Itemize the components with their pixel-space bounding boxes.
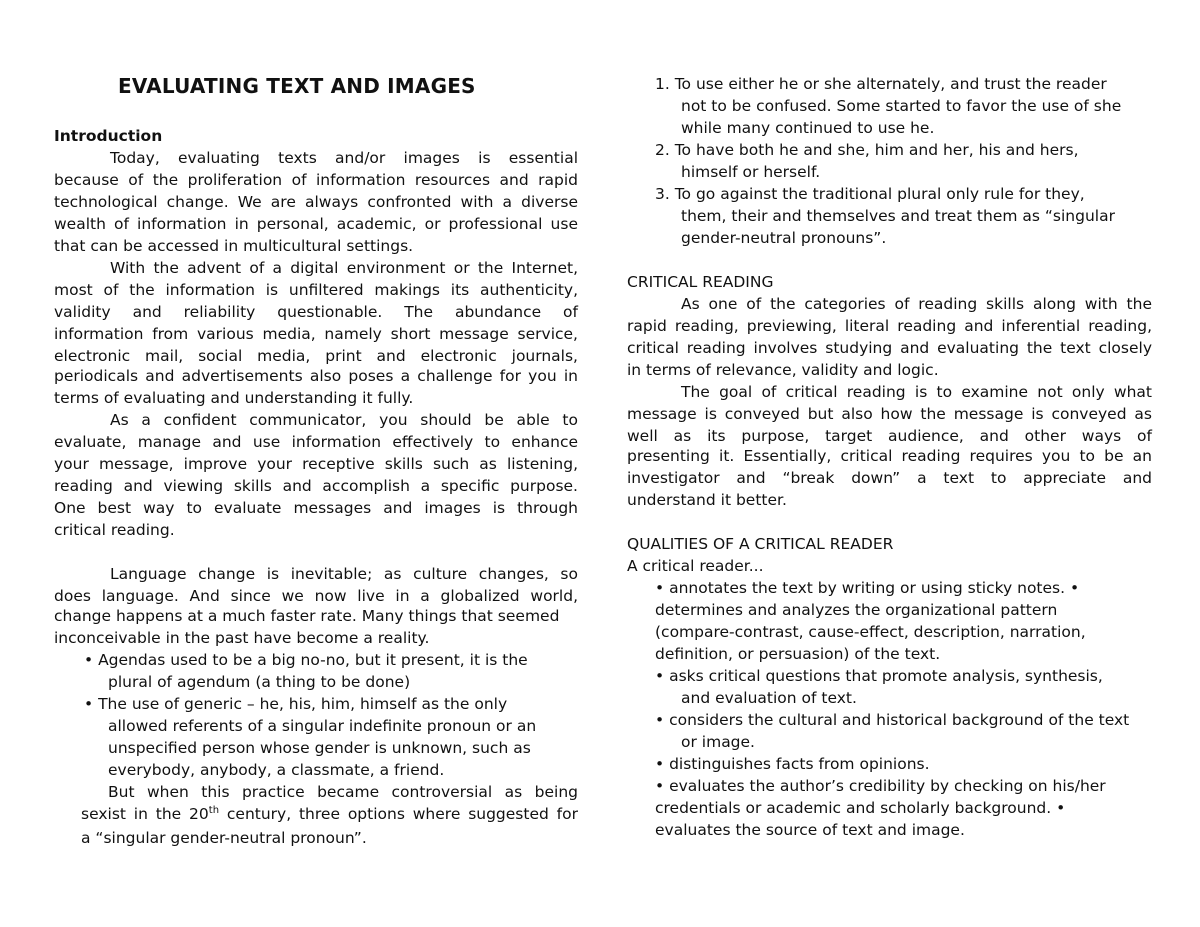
text-line: them, their and themselves and treat them as “singular <box>681 207 1115 225</box>
bullet-item: • Agendas used to be a big no-no, but it present, it is the <box>84 651 528 669</box>
text-line: evaluate, manage and use information effectively to enhance <box>54 433 578 451</box>
bullet-item: • evaluates the author’s credibility by checking on his/her <box>655 777 1106 795</box>
text-line: terms of evaluating and understanding it fully. <box>54 389 414 407</box>
numbered-item: 1. To use either he or she alternately, and trust the reader <box>655 75 1107 93</box>
bullet-item: • considers the cultural and historical background of the text <box>655 711 1130 729</box>
text-line: or image. <box>681 733 755 751</box>
text-line: information from various media, namely short message service, <box>54 325 578 343</box>
text-line: investigator and “break down” a text to appreciate and <box>627 469 1152 487</box>
text-line: plural of agendum (a thing to be done) <box>108 673 411 691</box>
text-line: wealth of information in personal, academic, or professional use <box>54 215 578 233</box>
text-line: (compare-contrast, cause-effect, description, narration, <box>655 623 1086 641</box>
text-line: presenting it. Essentially, critical reading requires you to be an <box>627 447 1152 465</box>
text-line: critical reading involves studying and evaluating the text closely <box>627 339 1152 357</box>
text-line: message is conveyed but also how the message is conveyed as <box>627 405 1152 423</box>
text-line: A critical reader... <box>627 557 764 575</box>
text-line: in terms of relevance, validity and logic. <box>627 361 939 379</box>
bullet-item: • annotates the text by writing or using sticky notes. • <box>655 579 1080 597</box>
text-line: while many continued to use he. <box>681 119 935 137</box>
text-line: definition, or persuasion) of the text. <box>655 645 941 663</box>
text-line: a “singular gender-neutral pronoun”. <box>81 829 367 847</box>
text-line: most of the information is unfiltered makings its authenticity, <box>54 281 578 299</box>
text-line: Today, evaluating texts and/or images is essential <box>110 149 578 167</box>
text-line: change happens at a much faster rate. Many things that seemed <box>54 607 560 625</box>
text-line: well as its purpose, target audience, and other ways of <box>627 427 1152 445</box>
intro-heading: Introduction <box>54 127 163 145</box>
text-line: The goal of critical reading is to examine not only what <box>681 383 1152 401</box>
text-line: allowed referents of a singular indefinite pronoun or an <box>108 717 537 735</box>
text-line: evaluates the source of text and image. <box>655 821 965 839</box>
text-line: validity and reliability questionable. The abundance of <box>54 303 578 321</box>
text-line: technological change. We are always confronted with a diverse <box>54 193 578 211</box>
page-title: EVALUATING TEXT AND IMAGES <box>118 74 476 98</box>
text-line: As a confident communicator, you should be able to <box>110 411 578 429</box>
text-line: rapid reading, previewing, literal reading and inferential reading, <box>627 317 1152 335</box>
text-line: inconceivable in the past have become a reality. <box>54 629 430 647</box>
numbered-item: 3. To go against the traditional plural only rule for they, <box>655 185 1085 203</box>
bullet-item: • The use of generic – he, his, him, himself as the only <box>84 695 508 713</box>
section-heading: CRITICAL READING <box>627 273 774 291</box>
text-line-century: sexist in the 20th century, three options where suggested for <box>81 804 578 823</box>
text-line: everybody, anybody, a classmate, a friend. <box>108 761 445 779</box>
text-line: and evaluation of text. <box>681 689 857 707</box>
text-line: With the advent of a digital environment or the Internet, <box>110 259 578 277</box>
text-line: One best way to evaluate messages and images is through <box>54 499 578 517</box>
text-line: determines and analyzes the organizational pattern <box>655 601 1058 619</box>
text-line: credentials or academic and scholarly background. • <box>655 799 1066 817</box>
text-line: not to be confused. Some started to favor the use of she <box>681 97 1122 115</box>
text-line: unspecified person whose gender is unknown, such as <box>108 739 531 757</box>
text-line: that can be accessed in multicultural settings. <box>54 237 414 255</box>
text-line: your message, improve your receptive skills such as listening, <box>54 455 578 473</box>
text-line: reading and viewing skills and accomplish a specific purpose. <box>54 477 578 495</box>
bullet-item: • distinguishes facts from opinions. <box>655 755 930 773</box>
text-line: because of the proliferation of information resources and rapid <box>54 171 578 189</box>
text-line: electronic mail, social media, print and electronic journals, <box>54 347 578 365</box>
text-line: does language. And since we now live in a globalized world, <box>54 587 578 605</box>
text-line: But when this practice became controversial as being <box>108 783 578 801</box>
section-heading: QUALITIES OF A CRITICAL READER <box>627 535 894 553</box>
text-line: As one of the categories of reading skills along with the <box>681 295 1152 313</box>
numbered-item: 2. To have both he and she, him and her, his and hers, <box>655 141 1079 159</box>
text-line: Language change is inevitable; as culture changes, so <box>110 565 578 583</box>
text-line: understand it better. <box>627 491 787 509</box>
text-line: himself or herself. <box>681 163 821 181</box>
text-line: gender-neutral pronouns”. <box>681 229 887 247</box>
bullet-item: • asks critical questions that promote analysis, synthesis, <box>655 667 1103 685</box>
text-line: periodicals and advertisements also poses a challenge for you in <box>54 367 578 385</box>
text-line: critical reading. <box>54 521 175 539</box>
